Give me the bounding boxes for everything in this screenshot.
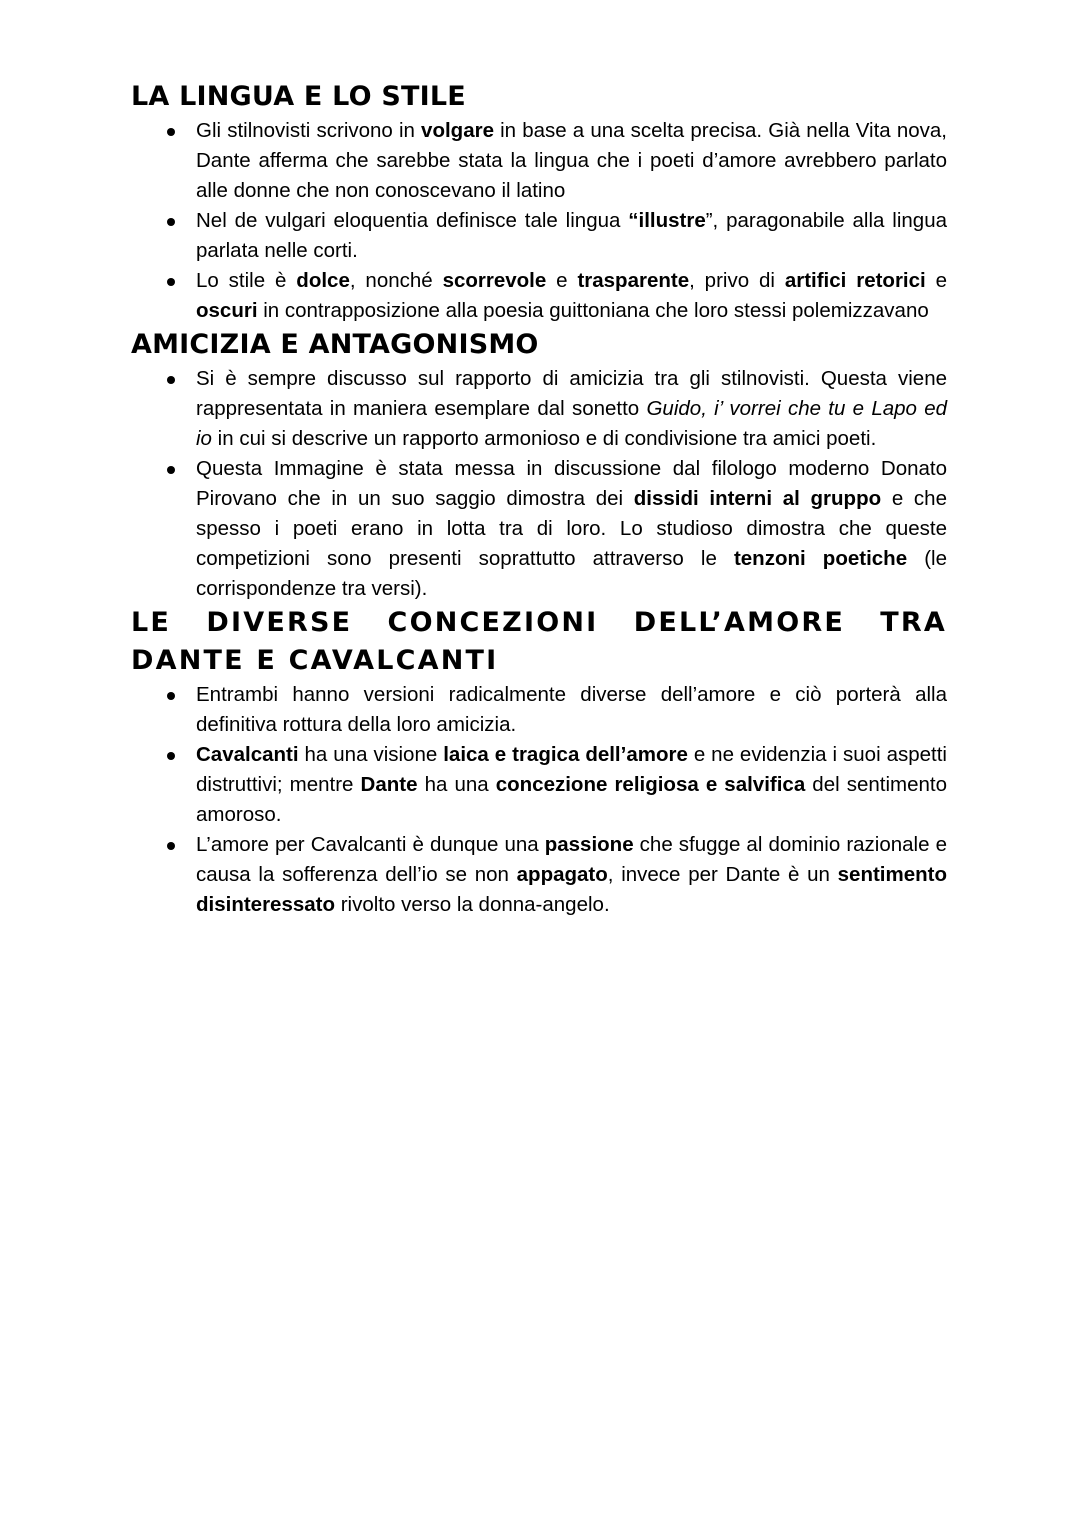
emphasis-bold: tenzoni poetiche: [733, 547, 908, 570]
text-run: e ne evidenzia i suoi aspetti distruttivi; mentre: [196, 743, 947, 796]
text-run: Lo stile è: [196, 269, 297, 292]
bullet-icon: [167, 692, 175, 700]
emphasis-bold: concezione religiosa e salvifica: [495, 773, 806, 796]
text-run: che sfugge al dominio razionale e causa la sofferenza dell’io se non: [196, 833, 947, 886]
section-heading: LE DIVERSE CONCEZIONI DELL’AMORE TRA DANTE E CAVALCANTI: [131, 607, 947, 676]
text-run: in cui si descrive un rapporto armonioso e di condivisione tra amici poeti.: [211, 427, 877, 450]
text-run: ha una: [417, 773, 496, 796]
bullet-icon: [167, 466, 175, 474]
list-item: [131, 830, 947, 920]
bullet-icon: [167, 218, 175, 226]
bullet-list: [131, 116, 947, 326]
list-item: [131, 680, 947, 740]
section: [131, 326, 947, 604]
section-heading: AMICIZIA E ANTAGONISMO: [131, 329, 539, 360]
list-item: [131, 116, 947, 206]
emphasis-bold: “illustre: [628, 209, 706, 232]
list-item: [131, 740, 947, 830]
text-run: Si è sempre discusso sul rapporto di amicizia tra gli stilnovisti. Questa viene rappresentata in maniera esemplare dal sonetto: [196, 367, 947, 420]
bullet-list: [131, 364, 947, 604]
bullet-icon: [167, 128, 175, 136]
text-run: ”, paragonabile alla lingua parlata nelle corti.: [196, 209, 948, 262]
text-run: e: [546, 269, 578, 292]
text-run: Questa Immagine è stata messa in discussione dal filologo moderno Donato Pirovano che in un suo saggio dimostra dei: [196, 457, 947, 510]
bullet-icon: [167, 278, 175, 286]
text-run: e che spesso i poeti erano in lotta tra di loro. Lo studioso dimostra che queste competizioni sono presenti soprattutto attraverso le: [196, 487, 947, 570]
emphasis-bold: scorrevole: [442, 269, 547, 292]
text-run: Entrambi hanno versioni radicalmente diverse dell’amore e ciò porterà alla definitiva rottura della loro amicizia.: [196, 683, 947, 736]
list-item: [131, 206, 947, 266]
bullet-list: [131, 680, 947, 920]
emphasis-bold: passione: [544, 833, 634, 856]
list-item: [131, 454, 947, 604]
emphasis-bold: dolce: [296, 269, 350, 292]
section-heading: LA LINGUA E LO STILE: [131, 81, 466, 112]
section: [131, 78, 947, 326]
bullet-icon: [167, 376, 175, 384]
text-run: in contrapposizione alla poesia guittoniana che loro stessi polemizzavano: [257, 299, 929, 322]
text-run: , privo di: [689, 269, 785, 292]
emphasis-bold: Cavalcanti: [196, 743, 299, 766]
text-run: e: [925, 269, 948, 292]
text-run: Gli stilnovisti scrivono in: [196, 119, 422, 142]
text-run: Nel de vulgari eloquentia definisce tale lingua: [196, 209, 629, 232]
section: [131, 604, 947, 920]
text-run: , invece per Dante è un: [607, 863, 838, 886]
emphasis-bold: oscuri: [196, 299, 258, 322]
bullet-icon: [167, 842, 175, 850]
bullet-icon: [167, 752, 175, 760]
text-run: (le corrispondenze tra versi).: [196, 547, 948, 600]
emphasis-bold: trasparente: [577, 269, 690, 292]
text-run: del sentimento amoroso.: [196, 773, 948, 826]
emphasis-italic: Guido, i’ vorrei che tu e Lapo ed io: [196, 397, 947, 450]
emphasis-bold: artifici retorici: [784, 269, 926, 292]
text-run: ha una visione: [298, 743, 444, 766]
emphasis-bold: Dante: [360, 773, 418, 796]
text-run: , nonché: [349, 269, 443, 292]
emphasis-bold: sentimento disinteressato: [196, 863, 947, 916]
text-run: rivolto verso la donna-angelo.: [335, 893, 610, 916]
emphasis-bold: laica e tragica dell’amore: [443, 743, 688, 766]
text-run: in base a una scelta precisa. Già nella Vita nova, Dante afferma che sarebbe stata la lingua che i poeti d’amore avrebbero parlato alle donne che non conoscevano il latino: [196, 119, 947, 202]
text-run: L’amore per Cavalcanti è dunque una: [196, 833, 545, 856]
emphasis-bold: dissidi interni al gruppo: [633, 487, 882, 510]
list-item: [131, 266, 947, 326]
document-page: [131, 78, 947, 920]
list-item: [131, 364, 947, 454]
emphasis-bold: volgare: [421, 119, 494, 142]
emphasis-bold: appagato: [516, 863, 608, 886]
